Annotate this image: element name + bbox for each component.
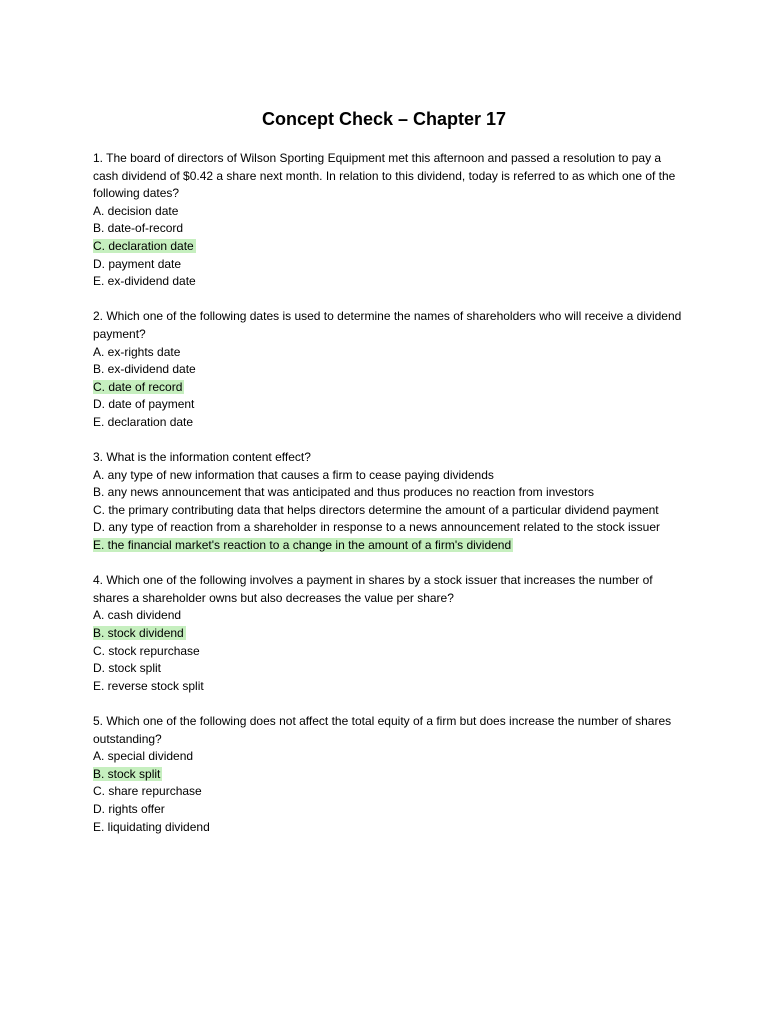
question-list: [93, 150, 683, 854]
answer-option: [93, 203, 683, 221]
answer-option-text: B. stock split: [93, 766, 161, 781]
answer-option-text: A. ex-rights date: [93, 344, 181, 359]
answer-option: [93, 678, 683, 696]
answer-option-text: B. stock dividend: [93, 626, 184, 641]
question-1: [93, 150, 683, 291]
answer-option-text: A. special dividend: [93, 749, 194, 764]
answer-option-text: E. ex-dividend date: [93, 274, 196, 289]
answer-option: [93, 396, 683, 414]
answer-option-text: B. date-of-record: [93, 221, 184, 236]
question-4: [93, 572, 683, 695]
question-3: [93, 449, 683, 555]
answer-option: [93, 801, 683, 819]
answer-option: [93, 273, 683, 291]
answer-option: [93, 256, 683, 274]
answer-option: [93, 660, 683, 678]
answer-option: [93, 607, 683, 625]
question-5: [93, 713, 683, 836]
answer-option-text: B. ex-dividend date: [93, 362, 196, 377]
answer-option-text: D. any type of reaction from a shareholder in response to a news announcement related to the stock issuer: [93, 520, 660, 535]
answer-option-correct: [93, 625, 683, 643]
answer-option: [93, 361, 683, 379]
answer-option: [93, 502, 683, 520]
answer-option-correct: [93, 766, 683, 784]
answer-option: [93, 344, 683, 362]
answer-option-text: B. any news announcement that was anticipated and thus produces no reaction from investors: [93, 485, 594, 500]
answer-option-text: C. share repurchase: [93, 784, 202, 799]
answer-option-text: E. declaration date: [93, 414, 194, 429]
answer-option-text: C. declaration date: [93, 238, 194, 253]
answer-option: [93, 643, 683, 661]
answer-option-text: C. date of record: [93, 379, 183, 394]
question-stem: 5. Which one of the following does not affect the total equity of a firm but does increase the number of shares outstanding?: [93, 714, 672, 746]
answer-option-text: E. liquidating dividend: [93, 819, 210, 834]
answer-option-text: D. date of payment: [93, 397, 195, 412]
answer-option-correct: [93, 379, 683, 397]
answer-option: [93, 783, 683, 801]
question-stem: 4. Which one of the following involves a payment in shares by a stock issuer that increases the number of shares a shareholder owns but also decreases the value per share?: [93, 573, 653, 605]
answer-option: [93, 748, 683, 766]
answer-option: [93, 519, 683, 537]
page-title: Concept Check – Chapter 17: [261, 109, 507, 129]
answer-option: [93, 484, 683, 502]
answer-option-text: E. reverse stock split: [93, 678, 204, 693]
answer-option-text: C. stock repurchase: [93, 643, 200, 658]
answer-option-text: D. payment date: [93, 256, 182, 271]
answer-option: [93, 467, 683, 485]
answer-option: [93, 414, 683, 432]
question-stem: 1. The board of directors of Wilson Sporting Equipment met this afternoon and passed a resolution to pay a cash dividend of $0.42 a share next month. In relation to this dividend, today is referred to as which one of the following dates?: [93, 151, 676, 201]
answer-option-text: C. the primary contributing data that helps directors determine the amount of a particular dividend payment: [93, 502, 659, 517]
answer-option-text: A. decision date: [93, 203, 179, 218]
answer-option: [93, 819, 683, 837]
answer-option-text: A. cash dividend: [93, 608, 182, 623]
answer-option-text: E. the financial market's reaction to a change in the amount of a firm's dividend: [93, 538, 512, 553]
answer-option-text: D. rights offer: [93, 801, 165, 816]
question-2: [93, 308, 683, 431]
answer-option-text: A. any type of new information that causes a firm to cease paying dividends: [93, 467, 494, 482]
question-stem: 3. What is the information content effect?: [93, 450, 311, 465]
answer-option-text: D. stock split: [93, 661, 162, 676]
question-stem: 2. Which one of the following dates is used to determine the names of shareholders who will receive a dividend payment?: [93, 309, 682, 341]
answer-option: [93, 220, 683, 238]
answer-option-correct: [93, 537, 683, 555]
answer-option-correct: [93, 238, 683, 256]
